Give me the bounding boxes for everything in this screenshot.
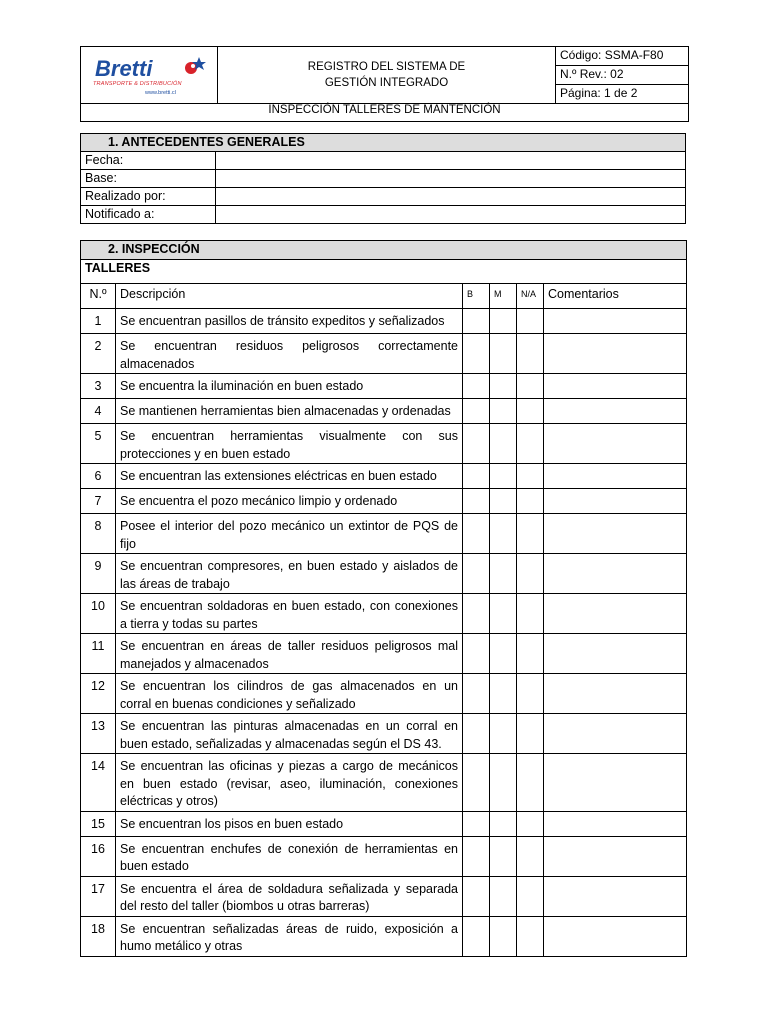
row-number: 9 — [81, 554, 116, 594]
table-row — [81, 334, 687, 374]
table-row — [81, 634, 687, 674]
col-header-num: N.º — [81, 284, 116, 309]
comment-cell[interactable] — [544, 714, 687, 754]
checkbox-m[interactable] — [490, 514, 517, 554]
row-description: Se encuentran las extensiones eléctricas en buen estado — [116, 464, 463, 489]
row-number: 6 — [81, 464, 116, 489]
checkbox-na[interactable] — [517, 876, 544, 916]
document-title — [218, 47, 556, 104]
checkbox-na[interactable] — [517, 594, 544, 634]
comment-cell[interactable] — [544, 514, 687, 554]
table-row — [81, 811, 687, 836]
checkbox-b[interactable] — [463, 714, 490, 754]
comment-cell[interactable] — [544, 916, 687, 956]
checkbox-b[interactable] — [463, 634, 490, 674]
comment-cell[interactable] — [544, 836, 687, 876]
antecedentes-table — [80, 133, 686, 224]
table-row — [81, 754, 687, 812]
section-title-antecedentes: 1. ANTECEDENTES GENERALES — [81, 134, 686, 152]
row-number: 17 — [81, 876, 116, 916]
checkbox-na[interactable] — [517, 674, 544, 714]
table-row — [81, 309, 687, 334]
row-description: Se encuentra la iluminación en buen estado — [116, 374, 463, 399]
checkbox-m[interactable] — [490, 674, 517, 714]
table-row — [81, 464, 687, 489]
row-number: 4 — [81, 399, 116, 424]
checkbox-na[interactable] — [517, 916, 544, 956]
checkbox-b[interactable] — [463, 811, 490, 836]
logo-url: www.bretti.cl — [145, 90, 176, 96]
row-description: Se encuentran los pisos en buen estado — [116, 811, 463, 836]
comment-cell[interactable] — [544, 309, 687, 334]
checkbox-na[interactable] — [517, 836, 544, 876]
row-number: 3 — [81, 374, 116, 399]
row-number: 10 — [81, 594, 116, 634]
row-description: Se encuentran soldadoras en buen estado, con conexiones a tierra y todas su partes — [116, 594, 463, 634]
table-row — [81, 916, 687, 956]
row-description: Se encuentran señalizadas áreas de ruido, exposición a humo metálico y otras — [116, 916, 463, 956]
checkbox-b[interactable] — [463, 399, 490, 424]
checkbox-b[interactable] — [463, 334, 490, 374]
checkbox-m[interactable] — [490, 811, 517, 836]
table-row — [81, 489, 687, 514]
checkbox-na[interactable] — [517, 374, 544, 399]
checkbox-m[interactable] — [490, 489, 517, 514]
logo-wordmark: Bretti — [95, 56, 153, 81]
col-header-na: N/A — [517, 284, 544, 309]
checkbox-m[interactable] — [490, 374, 517, 399]
row-number: 13 — [81, 714, 116, 754]
row-description: Se encuentran herramientas visualmente con sus protecciones y en buen estado — [116, 424, 463, 464]
comment-cell[interactable] — [544, 634, 687, 674]
row-number: 8 — [81, 514, 116, 554]
col-header-comentarios: Comentarios — [544, 284, 687, 309]
field-input-fecha[interactable] — [216, 152, 686, 170]
checkbox-b[interactable] — [463, 674, 490, 714]
table-row — [81, 514, 687, 554]
row-number: 18 — [81, 916, 116, 956]
comment-cell[interactable] — [544, 554, 687, 594]
checkbox-na[interactable] — [517, 424, 544, 464]
title-line-2: GESTIÓN INTEGRADO — [324, 77, 449, 89]
checkbox-b[interactable] — [463, 876, 490, 916]
table-row — [81, 424, 687, 464]
checkbox-m[interactable] — [490, 424, 517, 464]
row-description: Se encuentran pasillos de tránsito expeditos y señalizados — [116, 309, 463, 334]
row-number: 14 — [81, 754, 116, 812]
checkbox-na[interactable] — [517, 399, 544, 424]
checkbox-b[interactable] — [463, 754, 490, 812]
field-label-fecha: Fecha: — [81, 152, 216, 170]
checkbox-m[interactable] — [490, 594, 517, 634]
checkbox-m[interactable] — [490, 714, 517, 754]
inspeccion-rows — [81, 309, 687, 957]
comment-cell[interactable] — [544, 424, 687, 464]
field-input-notificado[interactable] — [216, 206, 686, 224]
table-row — [81, 374, 687, 399]
comment-cell[interactable] — [544, 811, 687, 836]
checkbox-na[interactable] — [517, 811, 544, 836]
row-number: 1 — [81, 309, 116, 334]
row-number: 5 — [81, 424, 116, 464]
comment-cell[interactable] — [544, 594, 687, 634]
checkbox-na[interactable] — [517, 489, 544, 514]
checkbox-m[interactable] — [490, 464, 517, 489]
checkbox-b[interactable] — [463, 554, 490, 594]
checkbox-m[interactable] — [490, 309, 517, 334]
table-row — [81, 674, 687, 714]
col-header-b: B — [463, 284, 490, 309]
row-number: 16 — [81, 836, 116, 876]
row-description: Se encuentra el área de soldadura señalizada y separada del resto del taller (biombos u otras barreras) — [116, 876, 463, 916]
col-header-m: M — [490, 284, 517, 309]
table-header-row — [81, 284, 687, 309]
checkbox-m[interactable] — [490, 334, 517, 374]
checkbox-m[interactable] — [490, 876, 517, 916]
row-description: Se encuentra el pozo mecánico limpio y ordenado — [116, 489, 463, 514]
checkbox-b[interactable] — [463, 424, 490, 464]
row-number: 2 — [81, 334, 116, 374]
checkbox-na[interactable] — [517, 464, 544, 489]
checkbox-m[interactable] — [490, 399, 517, 424]
star-icon — [181, 54, 209, 80]
checkbox-m[interactable] — [490, 554, 517, 594]
revision: N.º Rev.: 02 — [556, 66, 689, 85]
group-title-talleres: TALLERES — [81, 260, 687, 284]
comment-cell[interactable] — [544, 399, 687, 424]
row-description: Se encuentran enchufes de conexión de herramientas en buen estado — [116, 836, 463, 876]
title-line-1: REGISTRO DEL SISTEMA DE — [307, 61, 466, 73]
row-description: Se encuentran las oficinas y piezas a cargo de mecánicos en buen estado (revisar, aseo, iluminación, conexiones eléctricas y otros) — [116, 754, 463, 812]
table-row — [81, 594, 687, 634]
field-input-base[interactable] — [216, 170, 686, 188]
checkbox-b[interactable] — [463, 514, 490, 554]
checkbox-m[interactable] — [490, 836, 517, 876]
comment-cell[interactable] — [544, 374, 687, 399]
checkbox-na[interactable] — [517, 714, 544, 754]
comment-cell[interactable] — [544, 674, 687, 714]
table-row — [81, 714, 687, 754]
row-number: 12 — [81, 674, 116, 714]
checkbox-m[interactable] — [490, 634, 517, 674]
table-row — [81, 836, 687, 876]
checkbox-b[interactable] — [463, 374, 490, 399]
checkbox-b[interactable] — [463, 916, 490, 956]
checkbox-na[interactable] — [517, 334, 544, 374]
row-number: 7 — [81, 489, 116, 514]
checkbox-na[interactable] — [517, 754, 544, 812]
checkbox-na[interactable] — [517, 514, 544, 554]
codigo: Código: SSMA-F80 — [556, 47, 689, 66]
checkbox-b[interactable] — [463, 594, 490, 634]
field-input-realizado[interactable] — [216, 188, 686, 206]
document-subtitle: INSPECCIÓN TALLERES DE MANTENCIÓN — [81, 104, 689, 122]
table-row — [81, 399, 687, 424]
row-description: Se encuentran compresores, en buen estado y aislados de las áreas de trabajo — [116, 554, 463, 594]
logo-subtitle: TRANSPORTE & DISTRIBUCIÓN — [93, 81, 182, 87]
field-label-notificado: Notificado a: — [81, 206, 216, 224]
pagina: Página: 1 de 2 — [556, 85, 689, 104]
row-number: 11 — [81, 634, 116, 674]
col-header-desc: Descripción — [116, 284, 463, 309]
row-description: Se encuentran en áreas de taller residuos peligrosos mal manejados y almacenados — [116, 634, 463, 674]
table-row — [81, 554, 687, 594]
checkbox-b[interactable] — [463, 489, 490, 514]
checkbox-b[interactable] — [463, 464, 490, 489]
comment-cell[interactable] — [544, 489, 687, 514]
checkbox-na[interactable] — [517, 309, 544, 334]
table-row — [81, 876, 687, 916]
checkbox-m[interactable] — [490, 916, 517, 956]
inspeccion-table — [80, 240, 687, 957]
comment-cell[interactable] — [544, 876, 687, 916]
row-description: Se encuentran los cilindros de gas almacenados en un corral en buenas condiciones y señalizado — [116, 674, 463, 714]
section-title-inspeccion: 2. INSPECCIÓN — [81, 241, 687, 260]
comment-cell[interactable] — [544, 464, 687, 489]
checkbox-na[interactable] — [517, 634, 544, 674]
document-header — [80, 46, 689, 122]
row-description: Posee el interior del pozo mecánico un extintor de PQS de fijo — [116, 514, 463, 554]
row-description: Se encuentran residuos peligrosos correctamente almacenados — [116, 334, 463, 374]
checkbox-b[interactable] — [463, 309, 490, 334]
company-logo — [81, 47, 218, 104]
comment-cell[interactable] — [544, 334, 687, 374]
checkbox-b[interactable] — [463, 836, 490, 876]
row-number: 15 — [81, 811, 116, 836]
row-description: Se mantienen herramientas bien almacenadas y ordenadas — [116, 399, 463, 424]
row-description: Se encuentran las pinturas almacenadas en un corral en buen estado, señalizadas y almacenadas según el DS 43. — [116, 714, 463, 754]
checkbox-m[interactable] — [490, 754, 517, 812]
field-label-realizado: Realizado por: — [81, 188, 216, 206]
checkbox-na[interactable] — [517, 554, 544, 594]
comment-cell[interactable] — [544, 754, 687, 812]
field-label-base: Base: — [81, 170, 216, 188]
